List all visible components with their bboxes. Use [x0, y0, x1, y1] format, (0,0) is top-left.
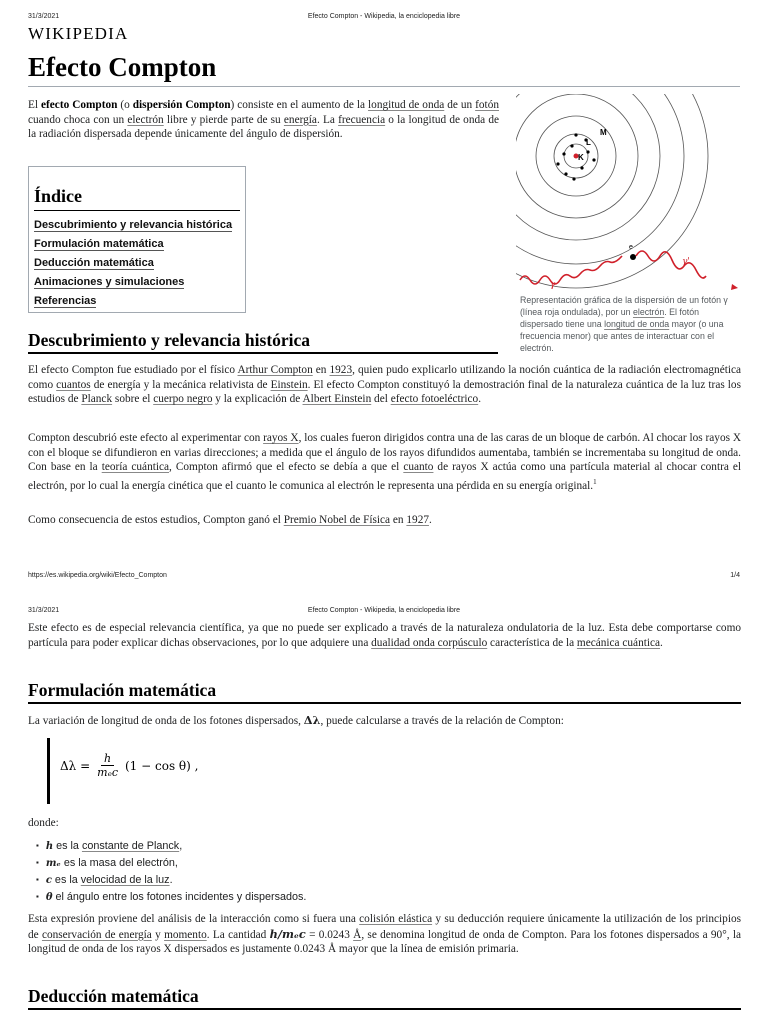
electron-label: e [629, 244, 633, 251]
link-arthur-compton[interactable]: Arthur Compton [237, 364, 313, 376]
caption-link-electron[interactable]: electrón [632, 307, 665, 317]
history-paragraph-2: Compton descubrió este efecto al experimentar con rayos X, los cuales fueron dirigidos contra una de las caras de un bloque de carbón. Al chocar los rayos X con el bloque se difundieron en varias direcciones; a medida que el ángulo de los rayos difundidos aumentaba, también se incrementaba su longitud de onda. Con base en la teoría cuántica, Compton afirmó que el efecto se debía a que el cuanto de rayos X actúa como una partícula material al chocar contra el electrón, por lo cual la energía cinética que el cuanto le comunica al electrón le representa una pérdida en su energía original.$^1$ [28, 432, 742, 492]
section-heading-history: Descubrimiento y relevancia histórica [28, 330, 311, 350]
link-rayos-x[interactable]: rayos X [263, 432, 299, 444]
link-planck[interactable]: Planck [81, 393, 113, 406]
table-of-contents [28, 166, 246, 313]
toc-rule [34, 210, 240, 211]
scattered-photon-wave [636, 251, 706, 278]
link-colision-elastica[interactable]: colisión elástica [359, 913, 433, 925]
formula-lhs: Δλ = [60, 758, 91, 773]
formula-numerator: h [101, 752, 114, 766]
intro-paragraph: El efecto Compton (o dispersión Compton) consiste en el aumento de la longitud de onda de un fotón cuando choca con un electrón libre y pierde parte de su energía. La frecuencia o la longitud de onda de la radiación dispersada depende únicamente del ángulo de dispersión. [28, 99, 499, 141]
toc-list [34, 217, 245, 312]
compton-formula [60, 752, 198, 779]
link-cuerpo-negro[interactable]: cuerpo negro [153, 393, 213, 406]
history-paragraph-4: Este efecto es de especial relevancia científica, ya que no puede ser explicado a través de la naturaleza ondulatoria de la luz. Esta debe comportarse como partícula para poder explicar dichas observaciones, por lo que adquiere una dualidad onda corpúsculo característica de la mecánica cuántica. [28, 622, 741, 649]
gamma-in-label: γ [550, 280, 556, 290]
link-albert-einstein[interactable]: Albert Einstein [302, 393, 372, 406]
electron-dot [630, 254, 636, 260]
link-electron[interactable]: electrón [127, 113, 164, 126]
toc-item[interactable]: Deducción matemática [34, 257, 154, 269]
print-page-title: Efecto Compton - Wikipedia, la enciclopedia libre [307, 607, 461, 614]
list-item: ▪ θ el ángulo entre los fotones incidentes y dispersados. [36, 889, 306, 906]
incident-photon-wave [520, 256, 622, 284]
title-rule [28, 86, 740, 87]
donde-label: donde: [28, 817, 59, 829]
toc-item[interactable]: Animaciones y simulaciones [34, 276, 185, 288]
link-conservacion-energia[interactable]: conservación de energía [41, 928, 152, 941]
print-url: https://es.wikipedia.org/wiki/Efecto_Compton [28, 572, 167, 579]
history-paragraph-3: Como consecuencia de estos estudios, Compton ganó el Premio Nobel de Física en 1927. [28, 514, 432, 526]
caption-link-longitud[interactable]: longitud de onda [604, 319, 670, 329]
figure-caption: Representación gráfica de la dispersión de un fotón γ (línea roja ondulada), por un electrón. El fotón dispersado tiene una longitud de onda mayor (o una frecuencia menor) que antes de interactuar con el electrón. [520, 295, 728, 353]
formula-fraction [94, 752, 121, 779]
compton-diagram[interactable] [516, 94, 744, 294]
section-heading-math: Formulación matemática [28, 680, 217, 700]
reference-marker[interactable]: 1 [593, 477, 597, 486]
list-item: ▪ c es la velocidad de la luz. [36, 872, 306, 889]
compton-wavelength-symbol: h/mₑc [269, 926, 306, 941]
print-date: 31/3/2021 [28, 607, 60, 614]
section-rule [28, 352, 498, 354]
shell-k-label: K [578, 153, 584, 162]
link-energia[interactable]: energía [283, 113, 317, 126]
link-efecto-fotoelectrico[interactable]: efecto fotoeléctrico [390, 393, 479, 406]
print-date: 31/3/2021 [28, 13, 60, 20]
toc-item[interactable]: Referencias [34, 295, 97, 307]
gamma-out-label: γ' [682, 257, 690, 267]
link-velocidad-luz[interactable]: velocidad de la luz [80, 874, 170, 886]
formula-bar [47, 738, 50, 804]
link-1923[interactable]: 1923 [329, 364, 353, 376]
math-paragraph-2: Esta expresión proviene del análisis de la interacción como si fuera una colisión elástica y su deducción requiere únicamente la utilización de los principios de conservación de energía y momento. La cantidad h/mₑc = 0.0243 Å, se denomina longitud de onda de Compton. Para los fotones dispersados a 90°, la longitud de onda de los rayos X dispersados es justamente 0.0243 Å mayor que la línea de emisión primaria. [28, 913, 742, 956]
list-item: ▪ h es la constante de Planck, [36, 838, 306, 855]
link-premio-nobel[interactable]: Premio Nobel de Física [283, 514, 391, 526]
link-foton[interactable]: fotón [475, 99, 499, 111]
history-paragraph-1: El efecto Compton fue estudiado por el físico Arthur Compton en 1923, quien pudo explicarlo utilizando la noción cuántica de la radiación electromagnética como cuantos de energía y la mecánica relativista de Einstein. El efecto Compton constituyó la demostración final de la naturaleza cuántica de la luz tras los estudios de Planck sobre el cuerpo negro y la explicación de Albert Einstein del efecto fotoeléctrico. [28, 364, 742, 406]
variable-list [36, 838, 306, 906]
section-rule [28, 702, 741, 704]
list-item: ▪ mₑ es la masa del electrón, [36, 855, 306, 872]
link-mecanica-cuantica[interactable]: mecánica cuántica [576, 636, 661, 649]
link-angstrom[interactable]: Å [353, 928, 362, 941]
link-cuanto[interactable]: cuanto [403, 461, 434, 474]
link-1927[interactable]: 1927 [406, 514, 429, 526]
print-page-title: Efecto Compton - Wikipedia, la enciclopedia libre [307, 13, 461, 20]
section-heading-deduction: Deducción matemática [28, 986, 199, 1006]
page-title: Efecto Compton [28, 52, 217, 82]
link-frecuencia[interactable]: frecuencia [338, 113, 386, 126]
shell-m-label: M [600, 128, 607, 137]
shell-l-label: L [586, 138, 591, 147]
link-momento[interactable]: momento [164, 928, 207, 941]
formula-denominator: mₑc [97, 766, 118, 779]
link-teoria-cuantica[interactable]: teoría cuántica [101, 461, 170, 474]
delta-lambda-symbol: Δλ [303, 713, 321, 727]
link-cuantos[interactable]: cuantos [56, 378, 91, 391]
formula-rhs: (1 − cos θ) , [125, 758, 199, 773]
toc-item[interactable]: Formulación matemática [34, 238, 164, 250]
link-longitud-de-onda[interactable]: longitud de onda [368, 99, 445, 111]
wikipedia-wordmark[interactable]: WIKIPEDIA [28, 24, 129, 43]
toc-heading: Índice [34, 186, 83, 206]
link-einstein[interactable]: Einstein [270, 378, 308, 391]
link-dualidad[interactable]: dualidad onda corpúsculo [371, 636, 488, 649]
print-footer [28, 572, 740, 579]
compton-figure [516, 94, 744, 356]
arrow-head-icon [731, 284, 738, 290]
link-constante-planck[interactable]: constante de Planck [81, 840, 180, 852]
print-page-number: 1/4 [730, 572, 740, 579]
toc-item[interactable]: Descubrimiento y relevancia histórica [34, 219, 233, 231]
math-intro: La variación de longitud de onda de los fotones dispersados, Δλ, puede calcularse a través de la relación de Compton: [28, 713, 564, 727]
section-rule [28, 1008, 741, 1010]
